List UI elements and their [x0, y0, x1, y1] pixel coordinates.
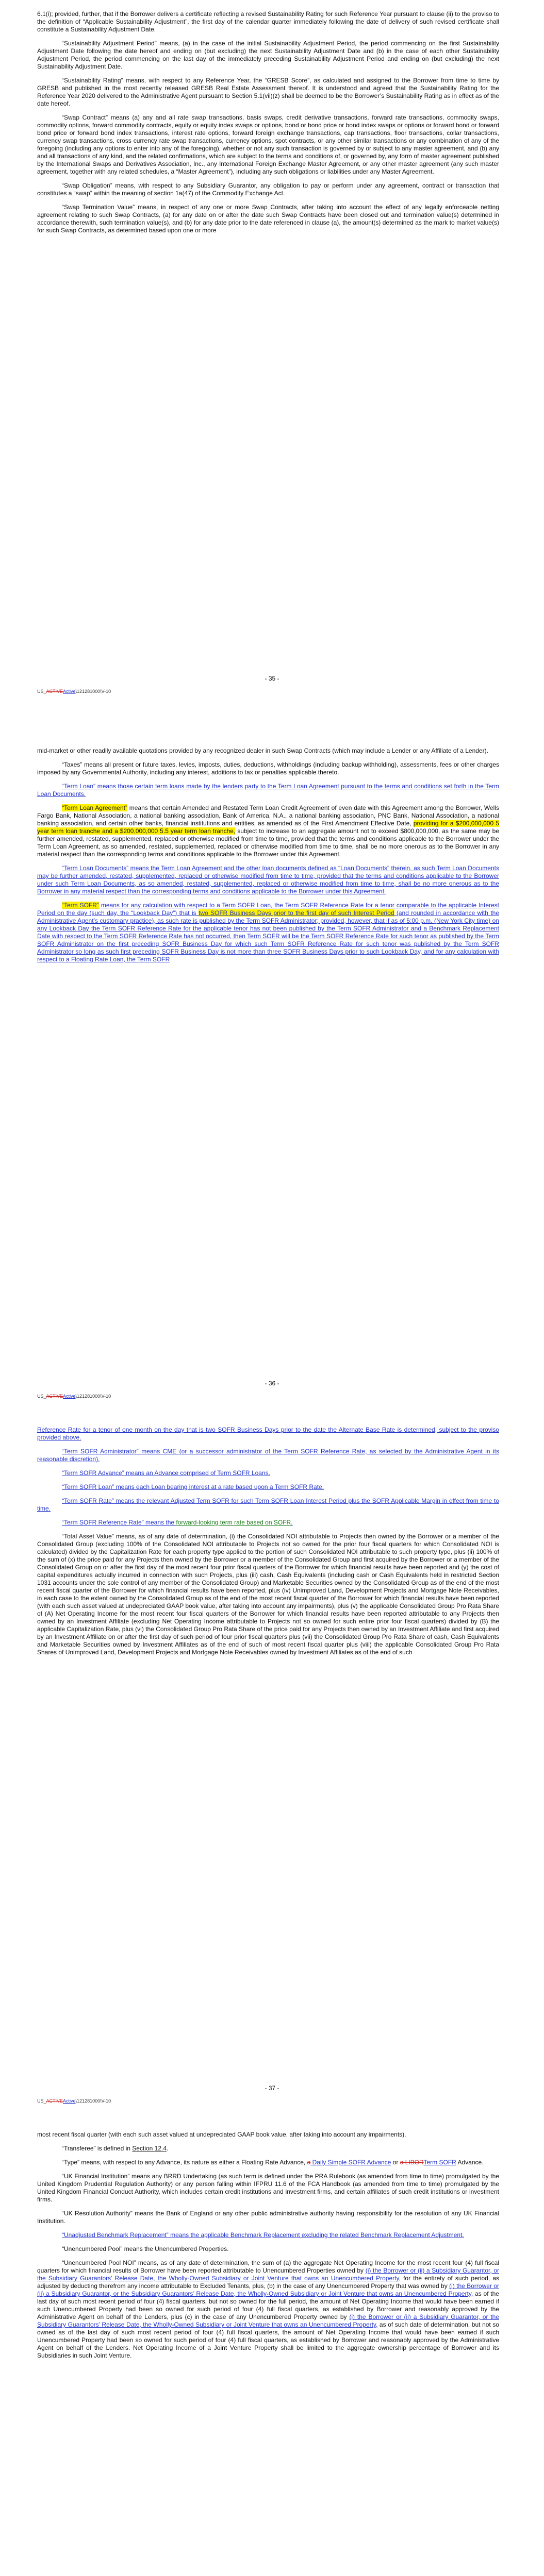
definition-term-sofr-rate: “Term SOFR Rate” means the relevant Adjusted Term SOFR for such Term SOFR Loan Interest Period plus the SOFR Applicable Margin in effect from time to time.: [37, 1497, 499, 1512]
definition-sustainability-rating: “Sustainability Rating” means, with respect to any Reference Year, the “GRESB Score”, as calculated and assigned to the Borrower from time to time by GRESB and published in the most recently released GRESB Real Estate Assessment thereof. It is understood and agreed that the Sustainability Rating for the Reference Year 2020 delivered to the Administrative Agent pursuant to Section 5.1(vii)(z) shall be deemed to be the Borrower’s Sustainability Rating as in effect as of the date hereof.: [37, 77, 499, 107]
definition-swap-contract: “Swap Contract” means (a) any and all rate swap transactions, basis swaps, credit derivative transactions, forward rate transactions, commodity swaps, commodity options, forward commodity contracts, equity or equity index swaps or options, bond or bond price or bond index swaps or options or forward bond or forward bond price or forward bond index transactions, interest rate options, forward foreign exchange transactions, cap transactions, floor transactions, collar transactions, currency swap transactions, cross currency rate swap transactions, currency options, spot contracts, or any other similar transactions or any combination of any of the foregoing (including any options to enter into any of the foregoing), whether or not any such transaction is governed by or subject to any master agreement, and (b) any and all transactions of any kind, and the related confirmations, which are subject to the terms and conditions of, or governed by, any form of master agreement published by the International Swaps and Derivatives Association, Inc., any International Foreign Exchange Master Agreement, or any other master agreement (any such master agreement, together with any related schedules, a “Master Agreement”), including any such obligations or liabilities under any Master Agreement.: [37, 114, 499, 175]
definition-taxes: “Taxes” means all present or future taxes, levies, imposts, duties, deductions, withholdings (including backup withholding), assessments, fees or other charges imposed by any Governmental Authority, including any interest, additions to tax or penalties applicable thereto.: [37, 761, 499, 776]
definition-unencumbered-pool: “Unencumbered Pool” means the Unencumbered Properties.: [62, 2245, 229, 2252]
page-body: [37, 747, 499, 970]
page-body: [37, 10, 499, 241]
paragraph: mid-market or other readily available quotations provided by any recognized dealer in such Swap Contracts (which may include a Lender or any Affiliate of a Lender).: [37, 747, 488, 754]
page-35: [0, 0, 544, 706]
definition-term-sofr-reference-rate: “Term SOFR Reference Rate” means the forward-looking term rate based on SOFR.: [62, 1519, 293, 1526]
page-36: [0, 706, 544, 1411]
definition-type: “Type” means, with respect to any Advance, its nature as either a Floating Rate Advance, a Daily Simple SOFR Advance or a LIBORTerm SOFR Advance.: [62, 2159, 484, 2166]
definition-unadjusted-benchmark-replacement: “Unadjusted Benchmark Replacement” means the applicable Benchmark Replacement excluding the related Benchmark Replacement Adjustment.: [62, 2231, 464, 2239]
document-id: US_ACTIVEActive\121281000\V-10: [37, 2098, 111, 2104]
page-number: - 37 -: [265, 2084, 279, 2092]
definition-sustainability-adjustment-period: “Sustainability Adjustment Period” means, (a) in the case of the initial Sustainability Adjustment Period, the period commencing on the first Sustainability Adjustment Date following the date hereof and ending on (but excluding) the next Sustainability Adjustment Date and (b) in the case of each other Sustainability Adjustment Period, the period commencing on the last day of the immediately preceding Sustainability Adjustment Period and ending on (but excluding) the next Sustainability Adjustment Date.: [37, 40, 499, 70]
definition-term-loan: “Term Loan” means those certain term loans made by the lenders party to the Term Loan Agreement pursuant to the terms and conditions set forth in the Term Loan Documents.: [37, 783, 499, 798]
definition-unencumbered-pool-noi: “Unencumbered Pool NOI” means, as of any date of determination, the sum of (a) the aggregate Net Operating Income for the most recent four (4) full fiscal quarters for which financial results of Borrower have been reported attributable to Unencumbered Properties owned by (i) the Borrower or (ii) a Subsidiary Guarantor, or the Subsidiary Guarantors’ Release Date, the Wholly-Owned Subsidiary or Joint Venture that owns an Unencumbered Property, for the entirety of such period, as adjusted by deducting therefrom any income attributable to Excluded Tenants, plus, (b) in the case of any Unencumbered Property that was owned by (i) the Borrower or (ii) a Subsidiary Guarantor, or the Subsidiary Guarantors’ Release Date, the Wholly-Owned Subsidiary or Joint Venture that owns an Unencumbered Property, as of the last day of such most recent period of four (4) fiscal quarters, but not so owned for the full period, the amount of Net Operating Income that would have been earned if such Unencumbered Property had been so owned for such period of four (4) full fiscal quarters, as established by Borrower and reasonably approved by the Administrative Agent on behalf of the Lenders, plus (c) in the case of any Unencumbered Property owned by (i) the Borrower or (ii) a Subsidiary Guarantor, or the Subsidiary Guarantors’ Release Date, the Wholly-Owned Subsidiary or Joint Venture that owns an Unencumbered Property, as of such date of determination, but not so owned as of the last day of such most recent period of four (4) full fiscal quarters, the amount of Net Operating Income that would have been earned if such Unencumbered Property had been so owned for such period of four (4) full fiscal quarters, as established by Borrower and reasonably approved by the Administrative Agent on behalf of the Lenders. Net Operating Income of a Joint Venture Property shall be limited to the aggregate ownership percentage of Borrower and its Subsidiaries in such Joint Venture.: [37, 2259, 499, 2359]
definition-term-sofr-loan: “Term SOFR Loan” means each Loan bearing interest at a rate based upon a Term SOFR Rate.: [62, 1483, 324, 1490]
page-body: [37, 2131, 499, 2366]
page-37: [0, 1411, 544, 2115]
definition-term-sofr: “Term SOFR” means for any calculation with respect to a Term SOFR Loan, the Term SOFR Reference Rate for a tenor comparable to the applicable Interest Period on the day (such day, the “Lookback Day”) that is two SOFR Business Days prior to the first day of such Interest Period (and rounded in accordance with the Administrative Agent’s customary practice), as such rate is published by the Term SOFR Administrator; provided, however, that if as of 5:00 p.m. (New York City time) on any Lookback Day the Term SOFR Reference Rate for the applicable tenor has not been published by the Term SOFR Administrator and a Benchmark Replacement Date with respect to the Term SOFR Reference Rate has not occurred, then Term SOFR will be the Term SOFR Reference Rate for such tenor as published by the Term SOFR Administrator on the first preceding SOFR Business Day for which such Term SOFR Reference Rate for such tenor was published by the Term SOFR Administrator so long as such first preceding SOFR Business Day is not more than three SOFR Business Days prior to such Lookback Day, and for any calculation with respect to a Floating Rate Loan, the Term SOFR: [37, 902, 499, 963]
definition-uk-resolution-authority: “UK Resolution Authority” means the Bank of England or any other public administrative authority having responsibility for the resolution of any UK Financial Institution.: [37, 2210, 499, 2225]
definition-swap-obligation: “Swap Obligation” means, with respect to any Subsidiary Guarantor, any obligation to pay or perform under any agreement, contract or transaction that constitutes a “swap” within the meaning of section 1a(47) of the Commodity Exchange Act.: [37, 182, 499, 197]
definition-term-loan-documents: “Term Loan Documents” means the Term Loan Agreement and the other loan documents defined as “Loan Documents” therein, as such Term Loan Documents may be further amended, restated, supplemented, replaced or otherwise modified from time to time, provided that the terms and conditions applicable to the Borrower under such Term Loan Documents, as so amended, restated, supplemented, replaced or otherwise modified from time to time, shall be no more onerous as to the Borrower in any material respect than the corresponding terms and conditions applicable to the Borrower under this Agreement.: [37, 865, 499, 895]
definition-transferee: “Transferee” is defined in Section 12.4.: [62, 2145, 169, 2152]
document-id: US_ACTIVEActive\121281000\V-10: [37, 1394, 111, 1399]
page-number: - 35 -: [265, 675, 279, 682]
definition-total-asset-value: “Total Asset Value” means, as of any date of determination, (i) the Consolidated NOI attributable to Projects then owned by the Borrower or a member of the Consolidated Group (excluding 100% of the Consolidated NOI attributable to Projects not so owned for the prior four fiscal quarters for which Consolidated NOI is calculated) divided by the Capitalization Rate for each property type applied to the portion of such Consolidated NOI attributable to such property type, plus (ii) 100% of the sum of (x) the price paid for any Projects then owned by the Borrower or a member of the Consolidated Group and first acquired by the Borrower or a member of the Consolidated Group on or after the first day of the most recent four prior fiscal quarters of the Borrower for which financial results have been reported and (y) the cost of capital expenditures actually incurred in connection with such Projects, plus (iii) cash, Cash Equivalents (including cash or Cash Equivalents held in restricted Section 1031 accounts under the sole control of any member of the Consolidated Group) and Marketable Securities owned by the Consolidated Group as of the end of the most recent fiscal quarter of the Borrower for which financial results have been reported, plus (iv) Unimproved Land, Development Projects and Mortgage Note Receivables, in each case to the extent owned by the Consolidated Group as of the end of the most recent fiscal quarter of the Borrower for which financial results have been reported (with each such asset valued at undepreciated GAAP book value, after taking into account any impairments), plus (v) the applicable Consolidated Group Pro Rata Share of (A) Net Operating Income for the most recent four fiscal quarters of the Borrower for which financial results have been reported attributable to any Projects then owned by an Investment Affiliate (excluding Net Operating Income attributable to Projects not so owned for such entire prior four fiscal quarters) divided by (B) the applicable Capitalization Rate, plus (vi) the Consolidated Group Pro Rata Share of the price paid for any Projects then owned by an Investment Affiliate and first acquired by an Investment Affiliate on or after the first day of such period of four prior fiscal quarters plus (vii) the Consolidated Group Pro Rata Share of cash, Cash Equivalents and Marketable Securities owned by Investment Affiliates as of the end of such of most recent fiscal quarter plus (viii) the applicable Consolidated Group Pro Rata Shares of Unimproved Land, Development Projects and Mortgage Note Receivables owned by Investment Affiliates as of the end of such: [37, 1533, 499, 1656]
definition-uk-financial-institution: “UK Financial Institution” means any BRRD Undertaking (as such term is defined under the PRA Rulebook (as amended from time to time) promulgated by the United Kingdom Prudential Regulation Authority) or any person falling within IFPRU 11.6 of the FCA Handbook (as amended from time to time) promulgated by the United Kingdom Financial Conduct Authority, which includes certain credit institutions and investment firms, and certain affiliates of such credit institutions or investment firms.: [37, 2173, 499, 2203]
page-body: [37, 1426, 499, 1663]
document-id: US_ACTIVEActive\121281000\V-10: [37, 689, 111, 694]
page-38: [0, 2115, 544, 2576]
section-reference-link[interactable]: Section 12.4: [132, 2145, 167, 2152]
page-number: - 36 -: [265, 1380, 279, 1387]
definition-term-loan-agreement: “Term Loan Agreement” means that certain Amended and Restated Term Loan Credit Agreement of even date with this Agreement among the Borrower, Wells Fargo Bank, National Association, a national banking association, Bank of America, N.A., a national banking association, PNC Bank, National Association, a national banking association, and certain other banks, financial institutions and entities, as amended as of the First Amendment Effective Date, providing for a $200,000,000 5 year term loan tranche and a $200,000,000 5.5 year term loan tranche, subject to increase to an aggregate amount not to exceed $800,000,000, as the same may be further amended, restated, supplemented, replaced or otherwise modified from time to time, provided that the terms and conditions applicable to the Borrower under the Term Loan Agreement, as so amended, restated, supplemented, replaced or otherwise modified from time to time, shall be no more onerous as to the Borrower in any material respect than the corresponding terms and conditions applicable to the Borrower under this Agreement.: [37, 804, 500, 858]
paragraph: 6.1(i); provided, further, that if the Borrower delivers a certificate reflecting a revised Sustainability Rating for such Reference Year pursuant to clause (ii) to the proviso to the definition of “Applicable Sustainability Adjustment”, the first day of the calendar quarter immediately following the date of delivery of such revised certificate shall constitute a Sustainability Adjustment Date.: [37, 10, 499, 33]
definition-term-sofr-advance: “Term SOFR Advance” means an Advance comprised of Term SOFR Loans.: [62, 1469, 270, 1477]
definition-term-sofr-administrator: “Term SOFR Administrator” means CME (or a successor administrator of the Term SOFR Reference Rate, as selected by the Administrative Agent in its reasonable discretion).: [37, 1448, 499, 1463]
paragraph: Reference Rate for a tenor of one month on the day that is two SOFR Business Days prior to the date the Alternate Base Rate is determined, subject to the proviso provided above.: [37, 1426, 499, 1441]
paragraph: most recent fiscal quarter (with each such asset valued at undepreciated GAAP book value, after taking into account any impairments).: [37, 2131, 406, 2138]
definition-swap-termination-value: “Swap Termination Value” means, in respect of any one or more Swap Contracts, after taking into account the effect of any legally enforceable netting agreement relating to such Swap Contracts, (a) for any date on or after the date such Swap Contracts have been closed out and termination value(s) determined in accordance therewith, such termination value(s), and (b) for any date prior to the date referenced in clause (a), the amount(s) determined as the mark to market value(s) for such Swap Contracts, as determined based upon one or more: [37, 204, 499, 234]
